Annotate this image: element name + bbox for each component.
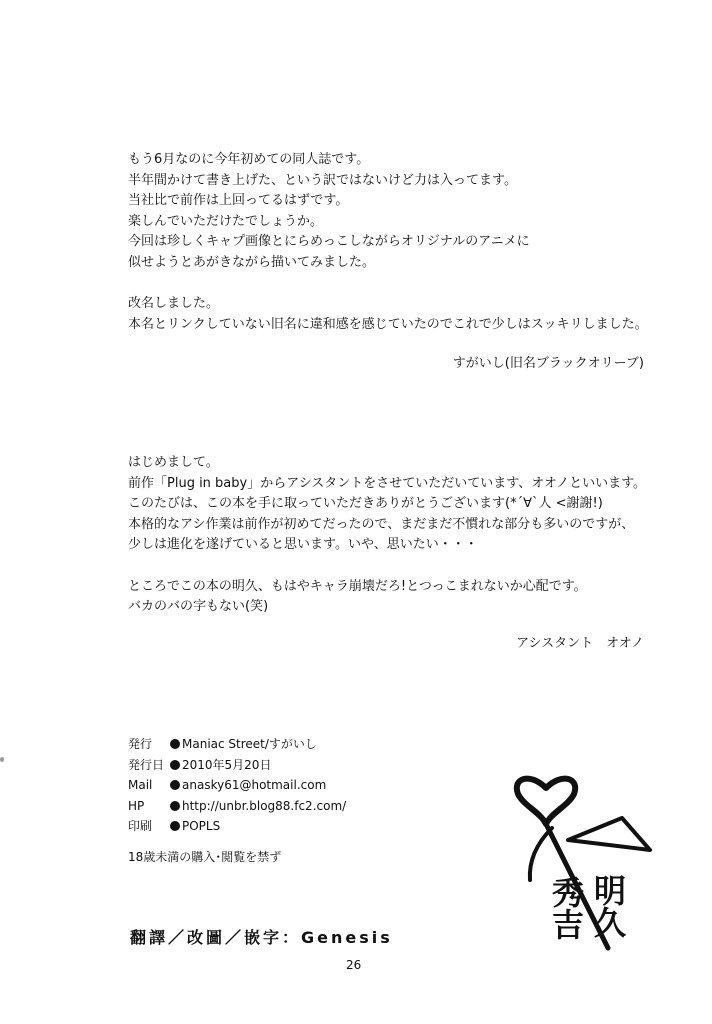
colophon-value: anasky61@hotmail.com (182, 778, 327, 793)
colophon (128, 734, 346, 868)
name-right: 明久 (589, 874, 627, 938)
page-number: 26 (346, 958, 362, 972)
name-left: 秀吉 (547, 876, 585, 940)
translation-credit: 翻譯／改圖／嵌字：Genesis (130, 928, 393, 947)
assistant-text (128, 453, 646, 618)
assistant-line: ところでこの本の明久、もはやキャラ崩壊だろ!とつっこまれないか心配です。 (128, 578, 587, 594)
colophon-key: Mail (128, 778, 153, 793)
assistant-line: はじめまして。 (128, 455, 219, 470)
assistant-line: 本格的なアシ作業は前作が初めてだったので、まだまだ不慣れな部分も多いのですが、 (128, 516, 635, 532)
age-notice: 18歳未満の購入･閲覧を禁ず (128, 849, 282, 864)
afterword-line: もう6月なのに今年初めての同人誌です。 (128, 152, 370, 167)
afterword-line: 半年間かけて書き上げた、という訳ではないけど力は入ってます。 (128, 172, 517, 188)
colophon-row (128, 775, 346, 796)
afterword-line: 改名しました。 (128, 296, 220, 312)
colophon-row (128, 796, 346, 817)
assistant-line: バカのバの字もない(笑) (128, 599, 269, 615)
umbrella-left-arm (530, 828, 552, 880)
afterword-line: 楽しんでいただけたでしょうか。 (128, 213, 324, 229)
bullet-dot (170, 760, 180, 770)
afterword-signature: すがいし(旧名ブラックオリーブ) (452, 356, 644, 371)
heart-icon (517, 779, 575, 824)
afterword-line: 本名とリンクしていない旧名に違和感を感じていたのでこれで少しはスッキリしました。 (128, 316, 648, 332)
afterword-line: 当社比で前作は上回ってるはずです。 (128, 193, 349, 209)
colophon-row (128, 816, 346, 837)
afterword-line: 今回は珍しくキャプ画像とにらめっこしながらオリジナルのアニメに (128, 234, 530, 250)
afterword-line (128, 274, 648, 295)
colophon-value: Maniac Street/すがいし (182, 737, 317, 751)
bullet-dot (170, 801, 180, 811)
colophon-key: HP (128, 798, 145, 813)
bullet-dot (170, 739, 180, 749)
umbrella-canopy (568, 818, 650, 850)
doodle-umbrella (500, 752, 670, 952)
afterword-line: 似せようとあがきながら描いてみました。 (128, 254, 376, 270)
colophon-row (128, 755, 346, 776)
colophon-value: 2010年5月20日 (182, 757, 272, 772)
colophon-key: 発行日 (128, 757, 165, 772)
colophon-key: 印刷 (128, 819, 153, 834)
bullet-dot (170, 780, 180, 790)
colophon-value: http://unbr.blog88.fc2.com/ (182, 798, 347, 813)
afterword-text (128, 150, 648, 335)
assistant-line: 少しは進化を遂げていると思います。いや、思いたい・・・ (128, 537, 478, 553)
assistant-line (128, 556, 646, 577)
colophon-row (128, 734, 346, 755)
assistant-line: 前作「Plug in baby」からアシスタントをさせていただいています、オオノといいます。 (128, 475, 647, 491)
speck-mark (0, 757, 4, 762)
colophon-value: POPLS (182, 819, 221, 834)
colophon-key: 発行 (128, 737, 153, 751)
assistant-line: このたびは、この本を手に取っていただきありがとうございます(*´∀`人 <謝謝!) (128, 496, 603, 512)
bullet-dot (170, 821, 180, 831)
assistant-signature: アシスタント オオノ (516, 636, 644, 651)
